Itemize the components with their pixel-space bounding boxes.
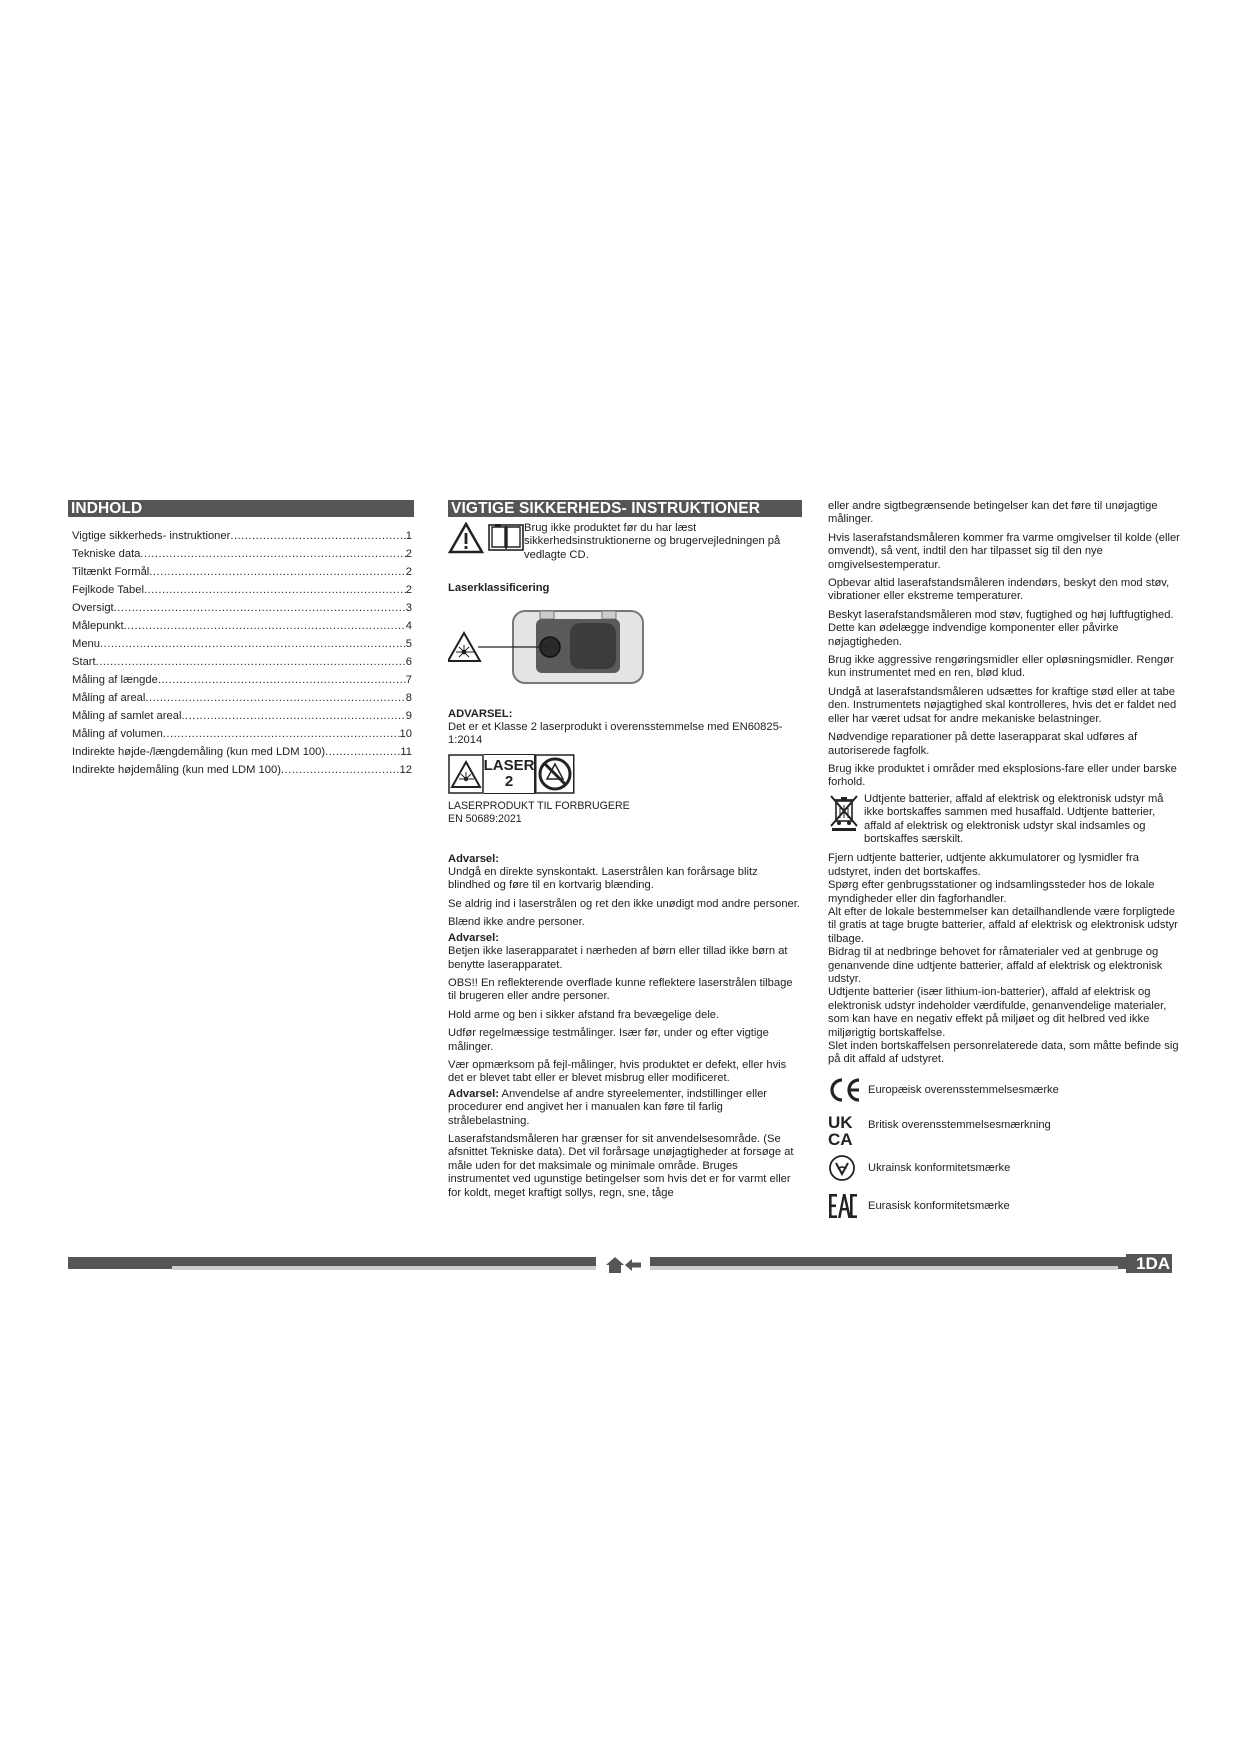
toc-entry-page: 3 xyxy=(405,602,412,614)
toc-leader-dots xyxy=(281,761,400,779)
continuation-text: eller andre sigtbegrænsende betingelser kan det føre til unøjagtige målinger. xyxy=(828,500,1158,526)
toc-entry[interactable] xyxy=(68,707,414,725)
toc-leader-dots xyxy=(145,689,405,707)
toc-leader-dots xyxy=(181,707,405,725)
toc-leader-dots xyxy=(124,617,406,635)
tests-note: Udfør regelmæssige testmålinger. Især før, under og efter vigtige målinger. xyxy=(448,1027,769,1053)
laser-class-box xyxy=(484,754,535,794)
toc-leader-dots xyxy=(163,725,400,743)
toc-entry[interactable] xyxy=(68,563,414,581)
faulty-warning: Vær opmærksom på fejl-målinger, hvis produktet er defekt, eller hvis det er blevet tabt eller er blevet misbrug eller modificeret. xyxy=(448,1058,787,1085)
eac-mark-row xyxy=(828,1191,1184,1221)
ua-mark-icon xyxy=(828,1154,856,1182)
toc-title: INDHOLD xyxy=(68,500,414,517)
laser-label xyxy=(448,754,802,794)
toc-entry-label: Start xyxy=(72,656,96,668)
toc-entry-page: 12 xyxy=(399,764,412,776)
toc-entry[interactable] xyxy=(68,545,414,563)
toc-entry[interactable] xyxy=(68,725,414,743)
toc-entry[interactable] xyxy=(68,635,414,653)
advarsel-3-heading: Advarsel: xyxy=(448,1087,499,1100)
toc-entry-label: Indirekte højde-/længdemåling (kun med LDM 100) xyxy=(72,746,326,758)
explosive-note: Brug ikke produktet i områder med eksplosions-fare eller under barske forhold. xyxy=(828,762,1177,789)
ua-mark-row xyxy=(828,1153,1184,1183)
intro-icons xyxy=(448,522,524,562)
advarsel-2-heading: Advarsel: xyxy=(448,931,499,944)
toc-entry[interactable] xyxy=(68,599,414,617)
toc-entry-label: Fejlkode Tabel xyxy=(72,584,144,596)
storage-note: Opbevar altid laserafstandsmåleren indendørs, beskyt den mod støv, vibrationer eller ekstreme temperaturer. xyxy=(828,577,1170,603)
toc-entry-label: Tekniske data xyxy=(72,548,141,560)
toc-leader-dots xyxy=(158,671,406,689)
blind-warning: Blænd ikke andre personer. xyxy=(448,916,585,929)
toc-entry-label: Indirekte højdemåling (kun med LDM 100) xyxy=(72,764,281,776)
intro-text: Brug ikke produktet før du har læst sikkerhedsinstruktionerne og brugervejledningen på vedlagte CD. xyxy=(524,522,781,561)
toc-entry[interactable] xyxy=(68,653,414,671)
toc-entry-label: Menu xyxy=(72,638,100,650)
toc-entry-page: 6 xyxy=(405,656,412,668)
warning-text: Det er et Klasse 2 laserprodukt i overensstemmelse med EN60825-1:2014 xyxy=(448,721,783,747)
safety-title: VIGTIGE SIKKERHEDS- INSTRUKTIONER xyxy=(448,500,802,517)
arms-warning: Hold arme og ben i sikker afstand fra bevægelige dele. xyxy=(448,1008,720,1021)
toc-entry-page: 2 xyxy=(405,566,412,578)
toc-entry-page: 1 xyxy=(405,530,412,542)
laser-word: LASER xyxy=(483,756,535,774)
consumer-line-1: LASERPRODUKT TIL FORBRUGERE xyxy=(448,799,630,812)
footer-nav[interactable] xyxy=(596,1256,650,1274)
warning-heading: ADVARSEL: xyxy=(448,707,513,720)
toc-entry[interactable] xyxy=(68,761,414,779)
weee-block xyxy=(828,793,1184,847)
crossed-bin-icon xyxy=(828,793,860,831)
shock-note: Undgå at laserafstandsmåleren udsættes for kraftige stød eller at tabe den. Instrumentets nøjagtighed skal kontrolleres, hvis det er faldet ned eller har været udsat for andre mekaniske belastninger. xyxy=(828,685,1177,725)
look-warning: Se aldrig ind i laserstrålen og ret den ikke unødigt mod andre personer. xyxy=(448,897,800,910)
toc-entry-label: Måling af volumen xyxy=(72,728,163,740)
ce-label: Europæisk overensstemmelsesmærke xyxy=(868,1083,1059,1096)
toc-entry-label: Måling af areal xyxy=(72,692,146,704)
disposal-text: Fjern udtjente batterier, udtjente akkumulatorer og lysmidler fra udstyret, inden det bortskaffes. Spørg efter genbrugsstationer og indsamlingssteder hos de lokale myndigheder eller din fagforhandler. Alt efter de lokale bestemmelser kan detailhandlende være forpligtede til gratis at tage brugte batterier, affald af elektrisk og elektronisk udstyr tilbage. Bidrag til at nedbringe behovet for råmaterialer ved at genbruge og genanvende dine udtjente batterier, affald af elektrisk og elektronisk udstyr. Udtjente batterier (især lithium-ion-batterier), affald af elektrisk og elektronisk udstyr indeholder værdifulde, genanvendelige materialer, som kan have en negativ effekt på miljøet og dit helbred ved ikke miljørigtig bortskaffelse. Slet inden bortskaffelsen personrelaterede data, som måtte befinde sig på dit affald af udstyret. xyxy=(828,852,1179,1066)
toc-leader-dots xyxy=(149,563,405,581)
toc-leader-dots xyxy=(140,545,405,563)
ukca-mark-icon xyxy=(828,1113,860,1147)
toc-leader-dots xyxy=(144,581,406,599)
toc-leader-dots xyxy=(230,527,405,545)
toc-entry-label: Målepunkt xyxy=(72,620,124,632)
toc-entry[interactable] xyxy=(68,743,414,761)
protection-note: Beskyt laserafstandsmåleren mod støv, fugtighed og høj luftfugtighed. Dette kan ødelægge indvendige komponenter eller påvirke nøjagtigheden. xyxy=(828,608,1174,648)
toc-entry-page: 9 xyxy=(405,710,412,722)
manual-book-icon xyxy=(488,522,524,552)
safety-column xyxy=(448,500,802,1205)
ukca-mark-row xyxy=(828,1112,1184,1147)
advarsel-3 xyxy=(448,1088,802,1128)
laser-warning-icon xyxy=(448,754,484,794)
toc-entry-page: 2 xyxy=(405,584,412,596)
toc-entry-label: Måling af samlet areal xyxy=(72,710,182,722)
no-stare-icon xyxy=(535,754,575,794)
toc-leader-dots xyxy=(325,743,400,761)
eac-mark-icon xyxy=(828,1192,858,1220)
toc-entry-page: 4 xyxy=(405,620,412,632)
svg-text:CA: CA xyxy=(828,1129,853,1147)
back-arrow-icon[interactable] xyxy=(625,1258,641,1272)
toc-entry[interactable] xyxy=(68,527,414,545)
toc-leader-dots xyxy=(100,635,406,653)
obs-warning: OBS!! En reflekterende overflade kunne reflektere laserstrålen tilbage til brugeren eller andre personer. xyxy=(448,976,793,1003)
warning-triangle-icon xyxy=(448,522,484,554)
toc-entry-label: Oversigt xyxy=(72,602,114,614)
toc-list xyxy=(68,527,414,779)
toc-entry[interactable] xyxy=(68,671,414,689)
temperature-note: Hvis laserafstandsmåleren kommer fra varme omgivelser til kolde (eller omvendt), så vent, indtil den har tilpasset sig til den nye omgivelsestemperatur. xyxy=(828,531,1180,571)
ukca-label: Britisk overensstemmelsesmærkning xyxy=(868,1118,1051,1131)
toc-entry-page: 2 xyxy=(405,548,412,560)
eac-label: Eurasisk konformitetsmærke xyxy=(868,1199,1010,1212)
repair-note: Nødvendige reparationer på dette laserapparat skal udføres af autoriserede fagfolk. xyxy=(828,731,1138,757)
toc-entry-page: 7 xyxy=(405,674,412,686)
safety-intro xyxy=(448,522,802,562)
toc-leader-dots xyxy=(96,653,406,671)
weee-text: Udtjente batterier, affald af elektrisk og elektronisk udstyr må ikke bortskaffes sammen med husaffald. Udtjente batterier, affald af elektrisk og elektronisk udstyr skal indsamles og bortskaffes særskilt. xyxy=(864,792,1164,845)
toc-entry[interactable] xyxy=(68,617,414,635)
toc-entry-label: Vigtige sikkerheds- instruktioner xyxy=(72,530,231,542)
advarsel-3-text: Anvendelse af andre styreelementer, indstillinger eller procedurer end angivet her i manualen kan føre til farlig strålebelastning. xyxy=(448,1087,768,1127)
consumer-line-2: EN 50689:2021 xyxy=(448,813,522,826)
advarsel-1-text: Undgå en direkte synskontakt. Laserstrålen kan forårsage blitz blindhed og føre til en kortvarig blænding. xyxy=(448,866,758,892)
advarsel-2-text: Betjen ikke laserapparatet i nærheden af børn eller tillad ikke børn at benytte laserapparatet. xyxy=(448,945,788,971)
toc-entry-page: 5 xyxy=(405,638,412,650)
home-icon[interactable] xyxy=(605,1256,625,1274)
toc-entry-label: Tiltænkt Formål xyxy=(72,566,150,578)
toc-entry-page: 8 xyxy=(405,692,412,704)
laser-device-illustration xyxy=(448,607,648,687)
cleaning-note: Brug ikke aggressive rengøringsmidler eller opløsningsmidler. Rengør kun instrumentet med en ren, blød klud. xyxy=(828,654,1174,680)
toc-entry[interactable] xyxy=(68,689,414,707)
limits-note: Laserafstandsmåleren har grænser for sit anvendelsesområde. (Se afsnittet Tekniske data). Det vil forårsage unøjagtigheder at forsøge at måle uden for det maksimale og minimale område. Bruges instrumentet ved ugunstige betingelser som hvis det er for varmt eller for koldt, meget kraftigt sollys, regn, sne, tåge xyxy=(448,1132,794,1199)
toc-entry-label: Måling af længde xyxy=(72,674,158,686)
toc-entry-page: 10 xyxy=(399,728,412,740)
advarsel-1-heading: Advarsel: xyxy=(448,852,499,865)
toc-leader-dots xyxy=(114,599,406,617)
laser-class-number: 2 xyxy=(504,772,514,790)
toc-column xyxy=(68,500,414,779)
care-column xyxy=(828,500,1184,1227)
svg-text:UK: UK xyxy=(828,1112,853,1132)
page-number: 1DA xyxy=(1126,1254,1172,1273)
ce-mark-icon xyxy=(828,1077,862,1103)
ua-label: Ukrainsk konformitetsmærke xyxy=(868,1161,1011,1174)
toc-entry-page: 11 xyxy=(400,746,412,758)
ce-mark-row xyxy=(828,1075,1184,1105)
laser-class-heading: Laserklassificering xyxy=(448,582,550,595)
toc-entry[interactable] xyxy=(68,581,414,599)
